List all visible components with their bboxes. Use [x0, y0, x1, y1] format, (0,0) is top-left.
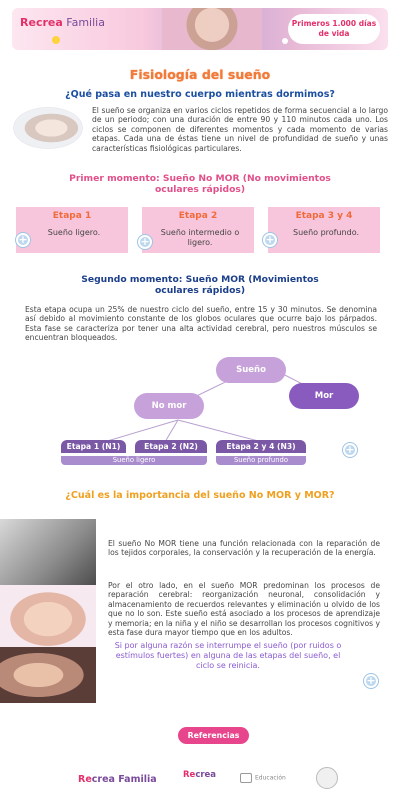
diagram-node-no-mor: No mor: [134, 393, 204, 419]
intro-paragraph: El sueño se organiza en varios ciclos repetidos de forma secuencial a lo largo de un periodo; con una duración de entre 90 y 110 minutos cada uno. Los ciclos se componen de diferentes momentos y cada momento de varias etapas. Cada una de éstas tiene un nivel de profundidad de sueño y unas características fisiológicas particulares.: [92, 106, 388, 153]
expand-plus-icon[interactable]: +: [364, 674, 378, 688]
recrea-familia-footer-logo[interactable]: Recrea Familia: [78, 774, 157, 785]
stage-card-desc: Sueño ligero.: [47, 228, 101, 237]
stage-card-1: [16, 207, 128, 253]
decorative-dot: [52, 36, 60, 44]
government-seal-icon[interactable]: [316, 767, 338, 789]
baby-with-toy-photo: [0, 647, 96, 703]
diagram-stage-n3: Etapa 2 y 4 (N3): [216, 440, 306, 453]
page-title: Fisiología del sueño: [129, 67, 271, 82]
expand-plus-icon[interactable]: +: [16, 233, 30, 247]
stage-card-3: [268, 207, 380, 253]
education-logo[interactable]: Educación: [240, 773, 286, 783]
stage-card-title: Etapa 3 y 4: [295, 211, 353, 221]
sleeping-child-photo: [0, 519, 96, 585]
diagram-group-deep-sleep: Sueño profundo: [216, 456, 306, 465]
education-icon: [240, 773, 252, 783]
banner-photo: [162, 8, 262, 50]
importance-paragraph-2: Por el otro lado, en el sueño MOR predominan los procesos de reparación cerebral: reorganización neuronal, consolidación y almacenamiento de recuerdos relevantes y eliminación u olvido de los que no lo son. Este sueño está asociado a los procesos de aprendizaje y memoria; en la niña y el niño se desarrollan los procesos cognitivos y esta fase dura mayor tiempo que en los adultos.: [108, 581, 380, 638]
section-title-what-happens: ¿Qué pasa en nuestro cuerpo mientras dormimos?: [65, 89, 335, 100]
section-title-importance: ¿Cuál es la importancia del sueño No MOR y MOR?: [65, 490, 335, 501]
moment2-title: Segundo momento: Sueño MOR (Movimientos oculares rápidos): [81, 274, 319, 296]
diagram-stage-n1: Etapa 1 (N1): [61, 440, 126, 453]
expand-plus-icon[interactable]: +: [263, 233, 277, 247]
stage-card-desc: Sueño intermedio o ligero.: [160, 228, 240, 247]
stage-card-desc: Sueño profundo.: [293, 228, 359, 237]
importance-paragraph-1: El sueño No MOR tiene una función relacionada con la reparación de los tejidos corporales, la conservación y la recuperación de la energía.: [108, 539, 380, 558]
sleeping-baby-image: [14, 108, 82, 148]
moment2-paragraph: Esta etapa ocupa un 25% de nuestro ciclo del sueño, entre 15 y 30 minutos. Se denomina así debido al movimiento constante de los globos oculares que ocurre bajo los párpados. Esta fase se caracteriza por tener una alta actividad cerebral, pero nuestros músculos se encuentran bloqueados.: [25, 305, 377, 343]
stage-card-title: Etapa 1: [52, 211, 92, 221]
moment1-title: Primer momento: Sueño No MOR (No movimientos oculares rápidos): [69, 173, 331, 195]
recrea-footer-logo[interactable]: Recrea: [183, 770, 217, 780]
highlight-note: Si por alguna razón se interrumpe el sueño (por ruidos o estímulos fuertes) en alguna de las etapas del sueño, el ciclo se reinicia.: [114, 641, 342, 670]
diagram-node-mor: Mor: [289, 383, 359, 409]
expand-plus-icon[interactable]: +: [138, 235, 152, 249]
footer-logos: [0, 766, 400, 792]
diagram-group-light-sleep: Sueño ligero: [61, 456, 207, 465]
sleeping-baby-photo: [0, 585, 96, 647]
stage-card-title: Etapa 2: [178, 211, 218, 221]
recrea-familia-logo[interactable]: Recrea Familia: [20, 16, 105, 29]
header-banner: [12, 8, 388, 50]
expand-plus-icon[interactable]: +: [343, 443, 357, 457]
stage-card-2: [142, 207, 254, 253]
diagram-stage-n2: Etapa 2 (N2): [135, 440, 207, 453]
decorative-dot: [282, 38, 288, 44]
diagram-node-sleep: Sueño: [216, 357, 286, 383]
references-button[interactable]: Referencias: [178, 727, 249, 744]
banner-tagline: Primeros 1.000 días de vida: [288, 14, 380, 44]
